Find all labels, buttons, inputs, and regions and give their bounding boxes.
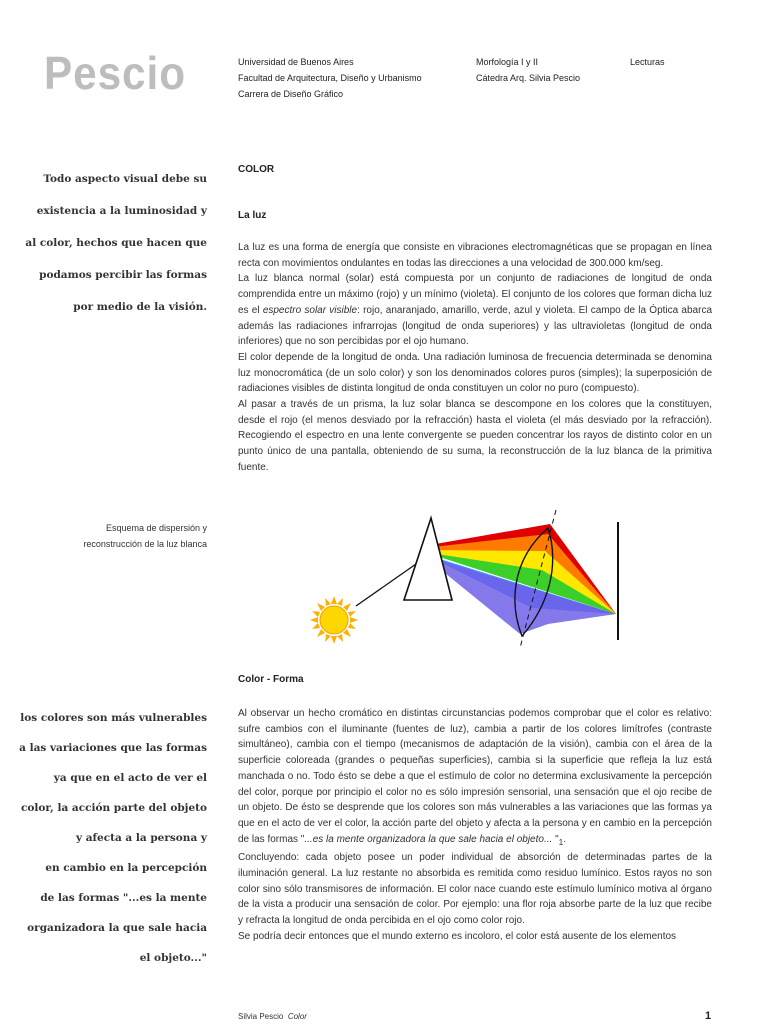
- sun-icon: [310, 596, 358, 644]
- paragraph: Se podría decir entonces que el mundo externo es incoloro, el color está ausente de los elementos: [238, 930, 677, 942]
- paragraph: [238, 271, 712, 350]
- footnote-ref: 1: [558, 836, 564, 847]
- quote-line: Todo aspecto visual debe su: [43, 173, 207, 185]
- prism-dispersion-diagram: [298, 506, 638, 652]
- text-italic: ...es la mente organizadora la que sale hacia el objeto...: [304, 833, 553, 845]
- text: Al observar un hecho cromático en distintas circunstancias podemos comprobar que el color es relativo: sufre cambios con el iluminante (fuentes de luz), cambia a partir de los colores limítrofes (contraste simultáneo), cambia con el tiempo (mecanismos de adaptación de la visión), cambia con el área de la superficie coloreada (grandes o pequeñas superficies), cambia si la superficie que refleja la luz está manchada o no. Todo ésto se debe a que el estímulo de color no determina exclusivamente la percepción del color, porque por principio el color no es sólo impresión sensorial, una sensación que el ojo recibe de un objeto. De ésto se desprende que los colores son más vulnerables a las variaciones que las formas ya que en el acto de ver el color, la acción parte del objeto y afecta a la persona y en cambio en la percepción de las formas ": [238, 708, 712, 845]
- quote-line: organizadora la que sale hacia: [27, 922, 207, 934]
- quote-line: ya que en el acto de ver el: [53, 772, 207, 784]
- header-university: Universidad de Buenos Aires: [238, 57, 354, 67]
- paragraph: [238, 706, 712, 850]
- section-la-luz: [238, 240, 712, 476]
- quote-line: el objeto...": [139, 952, 207, 964]
- side-quote-vulnerable: [19, 703, 207, 973]
- page-number: 1: [705, 1010, 712, 1022]
- header-subject: Morfología I y II: [476, 57, 539, 67]
- header-section: [630, 54, 665, 70]
- footer-title: Color: [287, 1012, 307, 1021]
- quote-line: al color, hechos que hacen que: [25, 237, 207, 249]
- heading-color: COLOR: [238, 164, 275, 175]
- section-color-forma: [238, 706, 712, 945]
- quote-line: en cambio en la percepción: [45, 862, 207, 874]
- diagram-caption: [83, 520, 207, 552]
- text-italic: espectro solar visible: [262, 304, 358, 316]
- quote-line: por medio de la visión.: [73, 301, 207, 313]
- paragraph: Al pasar a través de un prisma, la luz solar blanca se descompone en los colores que la constituyen, desde el rojo (el menos desviado por la refracción) hasta el violeta (el más desviado por la refracción). Recogiendo el espectro en una lente convergente se pueden concentrar los rayos de distinto color en un punto único de una pantalla, obteniendo de su suma, la reconstrucción de la luz blanca de la primitiva fuente.: [238, 399, 712, 473]
- caption-line: Esquema de dispersión y: [105, 523, 207, 533]
- header-lecturas: Lecturas: [630, 57, 665, 67]
- header-institution: [238, 54, 422, 102]
- quote-line: existencia a la luminosidad y: [36, 205, 207, 217]
- footer-credit: [238, 1012, 307, 1021]
- prism-shape: [404, 518, 452, 600]
- footer-author: Silvia Pescio: [238, 1012, 284, 1021]
- text: ": [552, 833, 559, 845]
- header-career: Carrera de Diseño Gráfico: [238, 89, 344, 99]
- caption-line: reconstrucción de la luz blanca: [83, 539, 207, 549]
- header-course: [476, 54, 580, 86]
- logo: Pescio: [44, 47, 186, 99]
- quote-line: color, la acción parte del objeto: [21, 802, 207, 814]
- header-faculty: Facultad de Arquitectura, Diseño y Urbanismo: [238, 73, 422, 83]
- side-quote-luminosity: [25, 163, 207, 323]
- text: : rojo, anaranjado, amarillo, verde, azul y violeta. El campo de la Óptica abarca además las radiaciones infrarrojas (longitud de onda superiores) y las ultravioletas (longitud de onda inferiores) que no son percibidas por el ojo humano.: [238, 304, 713, 348]
- heading-color-forma: Color - Forma: [238, 674, 304, 685]
- quote-line: los colores son más vulnerables: [20, 712, 207, 724]
- paragraph: Concluyendo: cada objeto posee un poder individual de absorción de determinadas partes de la iluminación general. La luz restante no absorbida es remitida como residuo lumínico. Estos rayos no son color sino sólo transmisores de información. El color nace cuando este estímulo lumínico motiva al órgano de la vista a producir una sensación de color. Por ejemplo: una flor roja absorbe parte de la luz que recibe y refracta la longitud de onda percibida en el ojo como color rojo.: [238, 852, 712, 927]
- text: La luz blanca normal (solar) está compuesta por un conjunto de radiaciones de longitud de onda comprendida entre un máximo (rojo) y un mínimo (violeta). El conjunto de los colores que forman dicha luz es el: [238, 273, 712, 316]
- paragraph: La luz es una forma de energía que consiste en vibraciones electromagnéticas que se propagan en línea recta con movimientos ondulantes en todas las direcciones a una velocidad de 300.000 km/seg.: [238, 242, 712, 269]
- quote-line: de las formas "...es la mente: [40, 892, 207, 904]
- paragraph: El color depende de la longitud de onda. Una radiación luminosa de frecuencia determinada se denomina luz monocromática (de un solo color) y son los denominados colores puros (simples); la superposición de radiaciones visibles de distinta longitud de onda constituyen un color no puro (compuesto).: [238, 351, 712, 395]
- header-chair: Cátedra Arq. Silvia Pescio: [476, 73, 581, 83]
- quote-line: y afecta a la persona y: [75, 832, 207, 844]
- heading-la-luz: La luz: [238, 210, 267, 221]
- quote-line: a las variaciones que las formas: [19, 742, 207, 754]
- quote-line: podamos percibir las formas: [39, 269, 207, 281]
- text: .: [563, 833, 567, 845]
